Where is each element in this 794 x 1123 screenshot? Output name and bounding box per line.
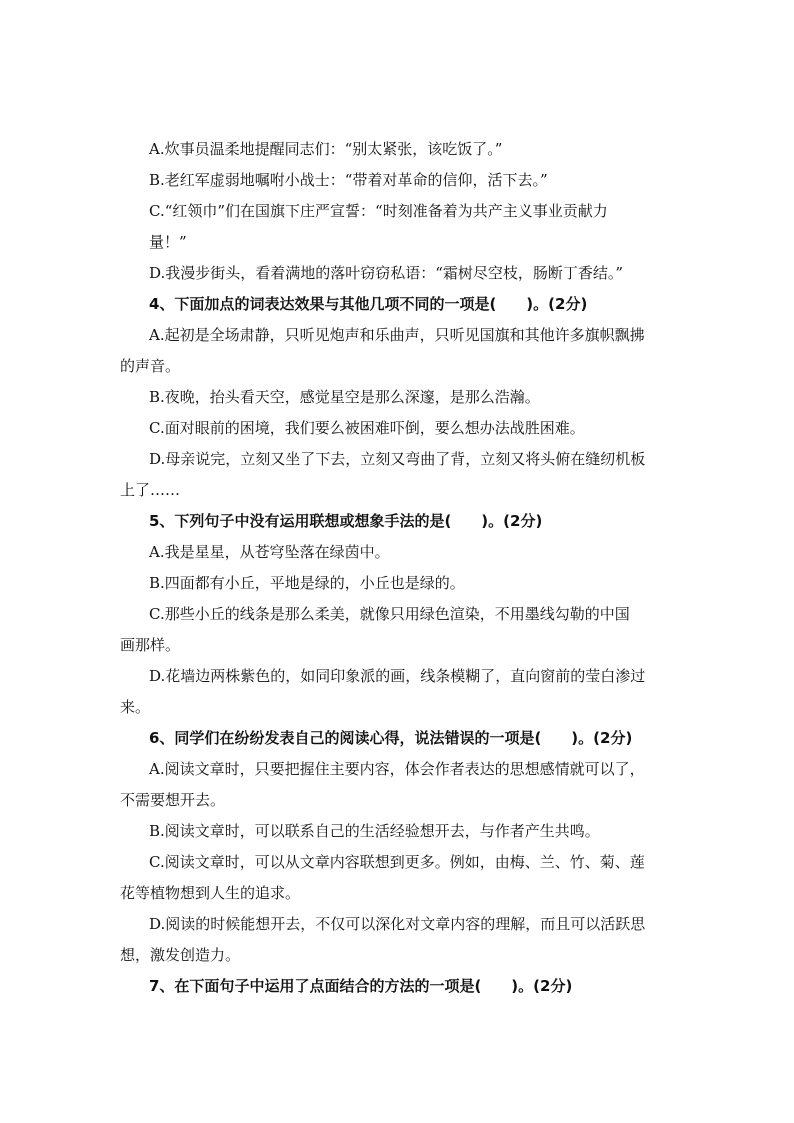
text-line: 不需要想开去。	[120, 791, 226, 809]
text-line: 来。	[120, 698, 151, 716]
text-line: D.母亲说完，立刻又坐了下去，立刻又弯曲了背，立刻又将头俯在缝纫机板	[149, 450, 646, 468]
text-line: C.“红领巾”们在国旗下庄严宣誓：“时刻准备着为共产主义事业贡献力	[149, 202, 608, 220]
text-line: A.阅读文章时，只要把握住主要内容，体会作者表达的思想感情就可以了，	[149, 760, 645, 778]
text-line: D.我漫步街头，看着满地的落叶窃窃私语：“霜树尽空枝，肠断丁香结。”	[149, 264, 624, 282]
text-line: 的声音。	[120, 357, 181, 375]
question-stem: 7、在下面句子中运用了点面结合的方法的一项是( )。(2分)	[149, 977, 573, 995]
text-line: 花等植物想到人生的追求。	[120, 884, 301, 902]
text-line: B.四面都有小丘，平地是绿的，小丘也是绿的。	[149, 574, 465, 592]
question-stem: 4、下面加点的词表达效果与其他几项不同的一项是( )。(2分)	[149, 295, 588, 313]
text-line: 量！”	[149, 233, 187, 251]
text-line: B.老红军虚弱地嘱咐小战士：“带着对革命的信仰，活下去。”	[149, 171, 548, 189]
text-line: C.面对眼前的困境，我们要么被困难吓倒，要么想办法战胜困难。	[149, 419, 585, 437]
text-line: 想，激发创造力。	[120, 946, 241, 964]
text-line: B.夜晚，抬头看天空，感觉星空是那么深邃，是那么浩瀚。	[149, 388, 540, 406]
question-list	[120, 134, 678, 1002]
text-line: A.起初是全场肃静，只听见炮声和乐曲声，只听见国旗和其他许多旗帜飘拂	[149, 326, 645, 344]
text-line: B.阅读文章时，可以联系自己的生活经验想开去，与作者产生共鸣。	[149, 822, 600, 840]
question-stem: 5、下列句子中没有运用联想或想象手法的是( )。(2分)	[149, 512, 543, 530]
text-line: C.阅读文章时，可以从文章内容联想到更多。例如，由梅、兰、竹、菊、莲	[149, 853, 645, 871]
question-stem: 6、同学们在纷纷发表自己的阅读心得，说法错误的一项是( )。(2分)	[149, 729, 633, 747]
text-line: D.花墙边两株紫色的，如同印象派的画，线条模糊了，直向窗前的莹白渗过	[149, 667, 646, 685]
text-line: C.那些小丘的线条是那么柔美，就像只用绿色渲染，不用墨线勾勒的中国	[149, 605, 630, 623]
text-line: A.我是星星，从苍穹坠落在绿茵中。	[149, 543, 390, 561]
text-line: 上了……	[120, 481, 181, 499]
text-line: 画那样。	[120, 636, 181, 654]
text-line: D.阅读的时候能想开去，不仅可以深化对文章内容的理解，而且可以活跃思	[149, 915, 646, 933]
text-line: A.炊事员温柔地提醒同志们：“别太紧张，该吃饭了。”	[149, 140, 503, 158]
